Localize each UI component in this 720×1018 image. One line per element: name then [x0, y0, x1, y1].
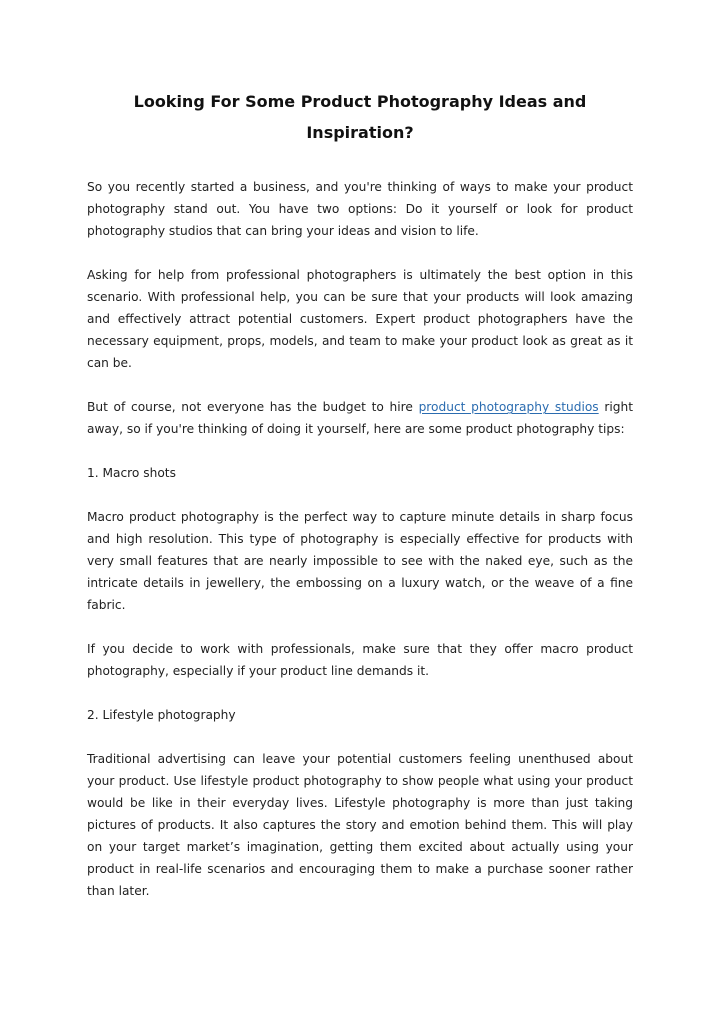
- page-title: Looking For Some Product Photography Ideas and Inspiration?: [133, 92, 587, 142]
- macro-body-paragraph: Macro product photography is the perfect way to capture minute details in sharp focus and high resolution. This type of photography is especially effective for products with very small features that are nearly impossible to see with the naked eye, such as the intricate details in jewellery, the embossing on a luxury watch, or the weave of a fine fabric.: [87, 510, 633, 612]
- spacer: [87, 374, 633, 396]
- product-photography-studios-link[interactable]: product photography studios: [418, 400, 599, 414]
- lifestyle-body-paragraph: Traditional advertising can leave your potential customers feeling unenthused about your product. Use lifestyle product photography to show people what using your product would be like in their everyday lives. Lifestyle photography is more than just taking pictures of products. It also captures the story and emotion behind them. This will play on your target market’s imagination, getting them excited about actually using your product in real-life scenarios and encouraging them to make a purchase sooner rather than later.: [87, 752, 633, 898]
- intro-paragraph: So you recently started a business, and you're thinking of ways to make your product photography stand out. You have two options: Do it yourself or look for product photography studios that can bring your ideas and vision to life.: [87, 180, 633, 238]
- lifestyle-heading: 2. Lifestyle photography: [87, 708, 236, 722]
- spacer: [87, 726, 633, 748]
- spacer: [87, 440, 633, 462]
- budget-paragraph: [87, 396, 633, 440]
- spacer: [87, 148, 633, 176]
- spacer: [87, 682, 633, 704]
- spacer: [87, 242, 633, 264]
- spacer: [87, 616, 633, 638]
- document-body: [87, 86, 633, 902]
- budget-text-before: But of course, not everyone has the budget to hire: [87, 400, 419, 414]
- spacer: [87, 484, 633, 506]
- macro-heading: 1. Macro shots: [87, 466, 176, 480]
- budget-text-after: right away, so if you're thinking of doing it yourself, here are some product photography tips:: [87, 400, 633, 436]
- professional-help-paragraph: Asking for help from professional photographers is ultimately the best option in this scenario. With professional help, you can be sure that your products will look amazing and effectively attract potential customers. Expert product photographers have the necessary equipment, props, models, and team to make your product look as great as it can be.: [87, 268, 633, 370]
- macro-professionals-paragraph: If you decide to work with professionals, make sure that they offer macro product photography, especially if your product line demands it.: [87, 642, 633, 678]
